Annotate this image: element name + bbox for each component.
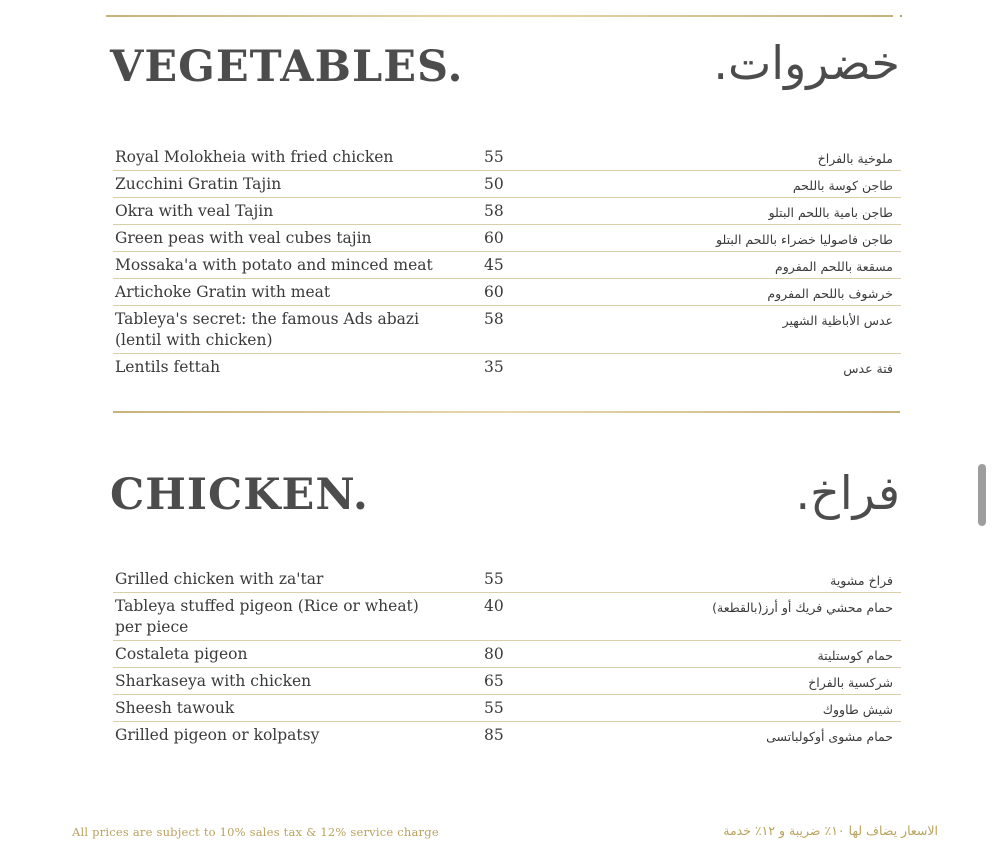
item-name: Green peas with veal cubes tajin bbox=[115, 229, 372, 247]
section-divider bbox=[113, 411, 900, 413]
item-name: Tableya's secret: the famous Ads abazi (lentil with chicken) bbox=[115, 310, 420, 349]
menu-item-row bbox=[113, 306, 901, 354]
item-price: 58 bbox=[484, 202, 504, 220]
vegetables-list bbox=[113, 144, 901, 381]
item-name-arabic: عدس الأباظية الشهير bbox=[782, 313, 893, 328]
item-name-arabic: ملوخية بالفراخ bbox=[817, 151, 893, 166]
item-name: Grilled chicken with za'tar bbox=[115, 570, 324, 588]
item-price: 58 bbox=[484, 310, 504, 328]
item-price: 80 bbox=[484, 645, 504, 663]
item-name-arabic: فتة عدس bbox=[843, 361, 893, 376]
item-price: 45 bbox=[484, 256, 504, 274]
item-name-arabic: طاجن فاصوليا خضراء باللحم البتلو bbox=[716, 232, 893, 247]
menu-item-row bbox=[113, 668, 901, 695]
item-price: 55 bbox=[484, 699, 504, 717]
scrollbar-thumb[interactable] bbox=[978, 464, 986, 526]
menu-item-row bbox=[113, 171, 901, 198]
item-name: Tableya stuffed pigeon (Rice or wheat) per piece bbox=[115, 597, 419, 636]
item-name-arabic: مسقعة باللحم المفروم bbox=[775, 259, 893, 274]
menu-item-row bbox=[113, 198, 901, 225]
menu-item-row bbox=[113, 279, 901, 306]
menu-item-row bbox=[113, 252, 901, 279]
item-name: Costaleta pigeon bbox=[115, 645, 248, 663]
menu-item-row bbox=[113, 593, 901, 641]
item-name: Sheesh tawouk bbox=[115, 699, 235, 717]
item-price: 55 bbox=[484, 570, 504, 588]
item-price: 55 bbox=[484, 148, 504, 166]
item-price: 40 bbox=[484, 597, 504, 615]
vegetables-title-arabic: خضروات. bbox=[713, 36, 900, 90]
menu-item-row bbox=[113, 354, 901, 381]
item-name: Lentils fettah bbox=[115, 358, 221, 376]
item-name: Zucchini Gratin Tajin bbox=[115, 175, 282, 193]
item-name-arabic: طاجن بامية باللحم البتلو bbox=[768, 205, 893, 220]
item-name: Royal Molokheia with fried chicken bbox=[115, 148, 394, 166]
item-name-arabic: شيش طاووك bbox=[822, 702, 893, 717]
item-name-arabic: حمام مشوى أوكولباتسى bbox=[766, 729, 893, 744]
item-price: 60 bbox=[484, 229, 504, 247]
item-price: 50 bbox=[484, 175, 504, 193]
item-name-arabic: فراخ مشوية bbox=[830, 573, 893, 588]
menu-item-row bbox=[113, 225, 901, 252]
item-price: 65 bbox=[484, 672, 504, 690]
price-disclaimer: All prices are subject to 10% sales tax & 12% service charge bbox=[72, 825, 439, 839]
item-name-arabic: خرشوف باللحم المفروم bbox=[767, 286, 893, 301]
item-price: 35 bbox=[484, 358, 504, 376]
price-disclaimer-arabic: الاسعار يضاف لها ١٠٪ ضريبة و ١٢٪ خدمة bbox=[723, 823, 938, 838]
menu-item-row bbox=[113, 641, 901, 668]
menu-item-row bbox=[113, 566, 901, 593]
item-name: Okra with veal Tajin bbox=[115, 202, 274, 220]
vegetables-title: VEGETABLES. bbox=[110, 42, 464, 92]
item-price: 60 bbox=[484, 283, 504, 301]
item-name: Grilled pigeon or kolpatsy bbox=[115, 726, 320, 744]
menu-item-row bbox=[113, 144, 901, 171]
chicken-title: CHICKEN. bbox=[110, 470, 369, 520]
item-name: Mossaka'a with potato and minced meat bbox=[115, 256, 433, 274]
item-name: Sharkaseya with chicken bbox=[115, 672, 312, 690]
item-name-arabic: طاجن كوسة باللحم bbox=[792, 178, 893, 193]
chicken-title-arabic: فراخ. bbox=[795, 466, 900, 520]
item-name-arabic: حمام كوستليتة bbox=[817, 648, 893, 663]
item-name-arabic: شركسية بالفراخ bbox=[808, 675, 893, 690]
item-name-arabic: حمام محشي فريك أو أرز(بالقطعة) bbox=[712, 600, 893, 615]
top-divider bbox=[106, 15, 893, 17]
item-name: Artichoke Gratin with meat bbox=[115, 283, 331, 301]
menu-item-row bbox=[113, 722, 901, 749]
chicken-list bbox=[113, 566, 901, 749]
item-price: 85 bbox=[484, 726, 504, 744]
menu-item-row bbox=[113, 695, 901, 722]
